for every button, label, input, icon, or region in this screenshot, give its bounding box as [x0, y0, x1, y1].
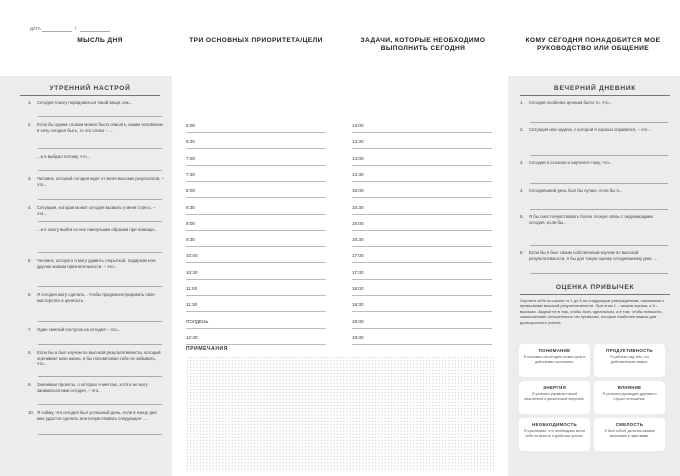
question-text: Человек, который сегодня ждет от меня высоких результатов, – это...	[37, 176, 164, 187]
time-slot-line[interactable]	[352, 262, 492, 263]
habit-title: НЕОБХОДИМОСТЬ	[532, 422, 577, 427]
habit-box[interactable]	[594, 418, 665, 451]
habit-description: Я работал над тем, что действительно важно.	[610, 355, 649, 364]
time-slot-line[interactable]	[352, 165, 492, 166]
answer-line[interactable]	[530, 122, 668, 123]
question-text: Если бы я был своим собственным коучем по высокой результативности, я бы дал такую оценку сегодняшнему дню: ...	[529, 250, 658, 261]
evening-question	[520, 250, 670, 274]
thought-of-day-title: МЫСЛЬ ДНЯ	[77, 37, 123, 44]
habit-box[interactable]	[594, 381, 665, 414]
time-slot-line[interactable]	[186, 262, 326, 263]
time-slot-line[interactable]	[186, 328, 326, 329]
time-slot-label: 19:00	[352, 318, 364, 324]
question-number: 3.	[28, 176, 32, 181]
evening-title: ВЕЧЕРНИЙ ДНЕВНИК	[553, 85, 636, 92]
time-slot-line[interactable]	[352, 279, 492, 280]
question-number: 5.	[520, 214, 524, 219]
morning-title-line	[20, 95, 160, 96]
morning-question	[28, 258, 164, 284]
question-text: Ситуация или задача, с которой я хорошо справился, – это...	[529, 127, 652, 132]
time-slot-label: 10:00	[186, 253, 198, 259]
question-text: Один смелый поступок на сегодня – это...	[37, 327, 121, 332]
time-slot-line[interactable]	[186, 181, 326, 182]
time-slot-line[interactable]	[352, 311, 492, 312]
time-slot-label: 19:30	[352, 334, 364, 340]
time-slot-line[interactable]	[352, 181, 492, 182]
question-text: ...и я смогу выйти из нее наилучшим образом при помощи...	[37, 227, 158, 232]
morning-title: УТРЕННИЙ НАСТРОЙ	[49, 85, 131, 92]
habit-box[interactable]	[594, 344, 665, 377]
time-slot-line[interactable]	[352, 328, 492, 329]
answer-line[interactable]	[530, 245, 668, 246]
question-text: Я бы смог почувствовать более тесную связь с окружающими сегодня, если бы...	[529, 214, 653, 225]
time-slot-label: 14:30	[352, 171, 364, 177]
question-text: Если бы одним словом можно было описать, каким человеком я хочу сегодня быть, то это слово – ...	[37, 122, 163, 133]
habit-description: Я успешно управлял своей мысленной и физической энергией.	[524, 392, 585, 401]
answer-line[interactable]	[38, 286, 162, 287]
time-slot-label: 18:30	[352, 302, 364, 308]
question-number: 4.	[520, 188, 524, 193]
morning-question	[28, 292, 164, 318]
morning-question	[28, 227, 164, 253]
time-slot-line[interactable]	[186, 295, 326, 296]
time-slot-label: 6:30	[186, 139, 195, 145]
time-slot-label: 15:00	[352, 188, 364, 194]
time-slot-label: 15:30	[352, 204, 364, 210]
time-slot-line[interactable]	[352, 295, 492, 296]
time-slot-label: 7:00	[186, 155, 195, 161]
time-slot-label: 10:30	[186, 269, 198, 275]
time-slot-label: 9:30	[186, 237, 195, 243]
time-slot-label: 7:30	[186, 171, 195, 177]
date-label: ДАТА	[30, 26, 41, 31]
habit-box[interactable]	[519, 418, 590, 451]
question-text: Если бы я был коучем по высокой результативности, который оценивает мою жизнь, я бы посоветовал себе не забывать, что...	[37, 350, 161, 367]
time-slot-label: 16:30	[352, 237, 364, 243]
guidance-title: КОМУ СЕГОДНЯ ПОНАДОБИТСЯ МОЕ РУКОВОДСТВО ИЛИ ОБЩЕНИЕ	[525, 37, 661, 52]
question-number: 3.	[520, 160, 524, 165]
evening-question	[520, 214, 670, 238]
time-slot-label: 11:30	[186, 302, 198, 308]
question-number: 2.	[28, 122, 32, 127]
time-slot-label: 17:30	[352, 269, 364, 275]
answer-line[interactable]	[530, 209, 668, 210]
answer-line[interactable]	[38, 321, 162, 322]
question-number: 7.	[28, 327, 32, 332]
habits-title-line	[520, 294, 670, 295]
habit-title: ПРОДУКТИВНОСТЬ	[606, 348, 653, 353]
habits-title: ОЦЕНКА ПРИВЫЧЕК	[555, 284, 635, 291]
time-slot-label: ПОЛДЕНЬ	[186, 318, 209, 324]
time-slot-label: 6:00	[186, 123, 195, 128]
evening-question	[520, 160, 670, 184]
answer-line[interactable]	[530, 273, 668, 274]
tasks-title: ЗАДАЧИ, КОТОРЫЕ НЕОБХОДИМО ВЫПОЛНИТЬ СЕГОДНЯ	[360, 37, 486, 52]
question-number: 1.	[28, 100, 32, 105]
question-text: Сегодня особенно ценным было то, что...	[529, 100, 613, 105]
time-slot-line[interactable]	[186, 311, 326, 312]
time-slot-line[interactable]	[352, 148, 492, 149]
answer-line[interactable]	[38, 434, 162, 435]
habit-title: ВЛИЯНИЕ	[617, 385, 642, 390]
morning-question	[28, 410, 164, 436]
question-text: Я сегодня могу сделать... чтобы продемонстрировать свое мастерство и ценность.	[37, 292, 155, 303]
answer-line[interactable]	[38, 376, 162, 377]
habit-box[interactable]	[519, 381, 590, 414]
question-text: ...и я выбрал потому, что...	[37, 154, 91, 159]
time-slot-label: 8:00	[186, 188, 195, 194]
morning-question	[28, 122, 164, 148]
time-slot-label: 11:00	[186, 286, 198, 291]
answer-line[interactable]	[38, 148, 162, 149]
time-slot-label: 9:00	[186, 220, 195, 226]
date-separator: /	[75, 26, 77, 31]
question-number: 10.	[28, 410, 34, 415]
answer-line[interactable]	[38, 344, 162, 345]
time-slot-line[interactable]	[352, 246, 492, 247]
question-text: Значимые проекты, о которых я мечтаю, хотя и не могу заниматься ими сегодня, – это...	[37, 382, 148, 393]
question-text: Сегодня я осознал и научился тому, что...	[529, 160, 613, 165]
habit-title: ПОНИМАНИЕ	[538, 348, 571, 353]
time-slot-line[interactable]	[186, 246, 326, 247]
time-slot-label: 13:00	[352, 123, 364, 128]
answer-line[interactable]	[38, 404, 162, 405]
question-number: 8.	[28, 350, 32, 355]
time-slot-label: 14:00	[352, 155, 364, 161]
time-slot-line[interactable]	[186, 165, 326, 166]
time-slot-label: 16:00	[352, 220, 364, 226]
time-slot-label: 17:00	[352, 253, 364, 259]
time-slot-line[interactable]	[186, 230, 326, 231]
question-number: 2.	[520, 127, 524, 132]
time-slot-line[interactable]	[186, 214, 326, 215]
question-text: Сегодняшний день был бы лучше, если бы я...	[529, 188, 623, 193]
habit-description: Я успешно руководил другими и строил отношения.	[602, 392, 657, 401]
answer-line[interactable]	[38, 199, 162, 200]
priorities-title: ТРИ ОСНОВНЫХ ПРИОРИТЕТА/ЦЕЛИ	[189, 37, 323, 44]
habit-title: ЭНЕРГИЯ	[542, 385, 567, 390]
question-number: 1.	[520, 100, 524, 105]
time-slot-line[interactable]	[186, 279, 326, 280]
time-slot-line[interactable]	[352, 214, 492, 215]
time-slot-label: 13:30	[352, 139, 364, 145]
question-text: Человек, которого я могу удивить открыткой, подарком или другим знаком признательности, – это...	[37, 258, 156, 269]
time-slot-line[interactable]	[186, 148, 326, 149]
answer-line[interactable]	[38, 221, 162, 222]
time-slot-line[interactable]	[352, 197, 492, 198]
time-slot-line[interactable]	[186, 132, 326, 133]
notes-dot-grid[interactable]	[186, 356, 494, 472]
answer-line[interactable]	[530, 183, 668, 184]
time-slot-line[interactable]	[186, 197, 326, 198]
time-slot-line[interactable]	[352, 344, 492, 345]
notes-label: ПРИМЕЧАНИЯ	[186, 346, 228, 352]
habit-description: Я поставил на сегодня четкие цели и действовал осознанно.	[523, 355, 586, 364]
question-number: 6.	[520, 250, 524, 255]
question-number: 4.	[28, 205, 32, 210]
question-text: Ситуация, которая может сегодня вызвать у меня стресс, – это...	[37, 205, 156, 216]
habit-box[interactable]	[519, 344, 590, 377]
time-slot-line[interactable]	[352, 230, 492, 231]
answer-line[interactable]	[38, 170, 162, 171]
habit-description: Я чувствовал, что необходимо вести себя на высоте и добиться успеха.	[523, 429, 586, 438]
evening-question	[520, 127, 670, 151]
habit-title: СМЕЛОСТЬ	[615, 422, 644, 427]
question-number: 6.	[28, 292, 32, 297]
answer-line[interactable]	[38, 252, 162, 253]
question-number: 9.	[28, 382, 32, 387]
morning-question	[28, 350, 164, 376]
evening-title-line	[520, 95, 670, 96]
evening-question	[520, 100, 670, 124]
question-text: Я пойму, что сегодня был успешный день, если в конце дня мне удастся сделать или почувствовать следующее: ...	[37, 410, 157, 421]
answer-line[interactable]	[38, 116, 162, 117]
time-slot-line[interactable]	[352, 132, 492, 133]
habit-description: Я был собой, делился своими мнениями и чувствами.	[604, 429, 655, 438]
time-slot-line[interactable]	[186, 344, 326, 345]
question-number: 5.	[28, 258, 32, 263]
answer-line[interactable]	[530, 155, 668, 156]
time-slot-label: 12:30	[186, 334, 198, 340]
time-slot-label: 8:30	[186, 204, 195, 210]
habits-intro: Оцените себе по шкале от 1 до 5 по следующим утверждениям, связанным с привычками высокой результативности. При этом 1 – низкая оценка, а 5 – высокая. Задачи не в том, чтобы быть идеальным, а в том, чтобы повысить самосознание относительно тех привычек, которые наиболее важны для долгосрочного успеха.	[520, 298, 665, 325]
question-text: Сегодня я могу порадоваться такой вещи, как...	[37, 100, 133, 105]
time-slot-label: 18:00	[352, 286, 364, 291]
date-field[interactable]	[30, 26, 112, 34]
